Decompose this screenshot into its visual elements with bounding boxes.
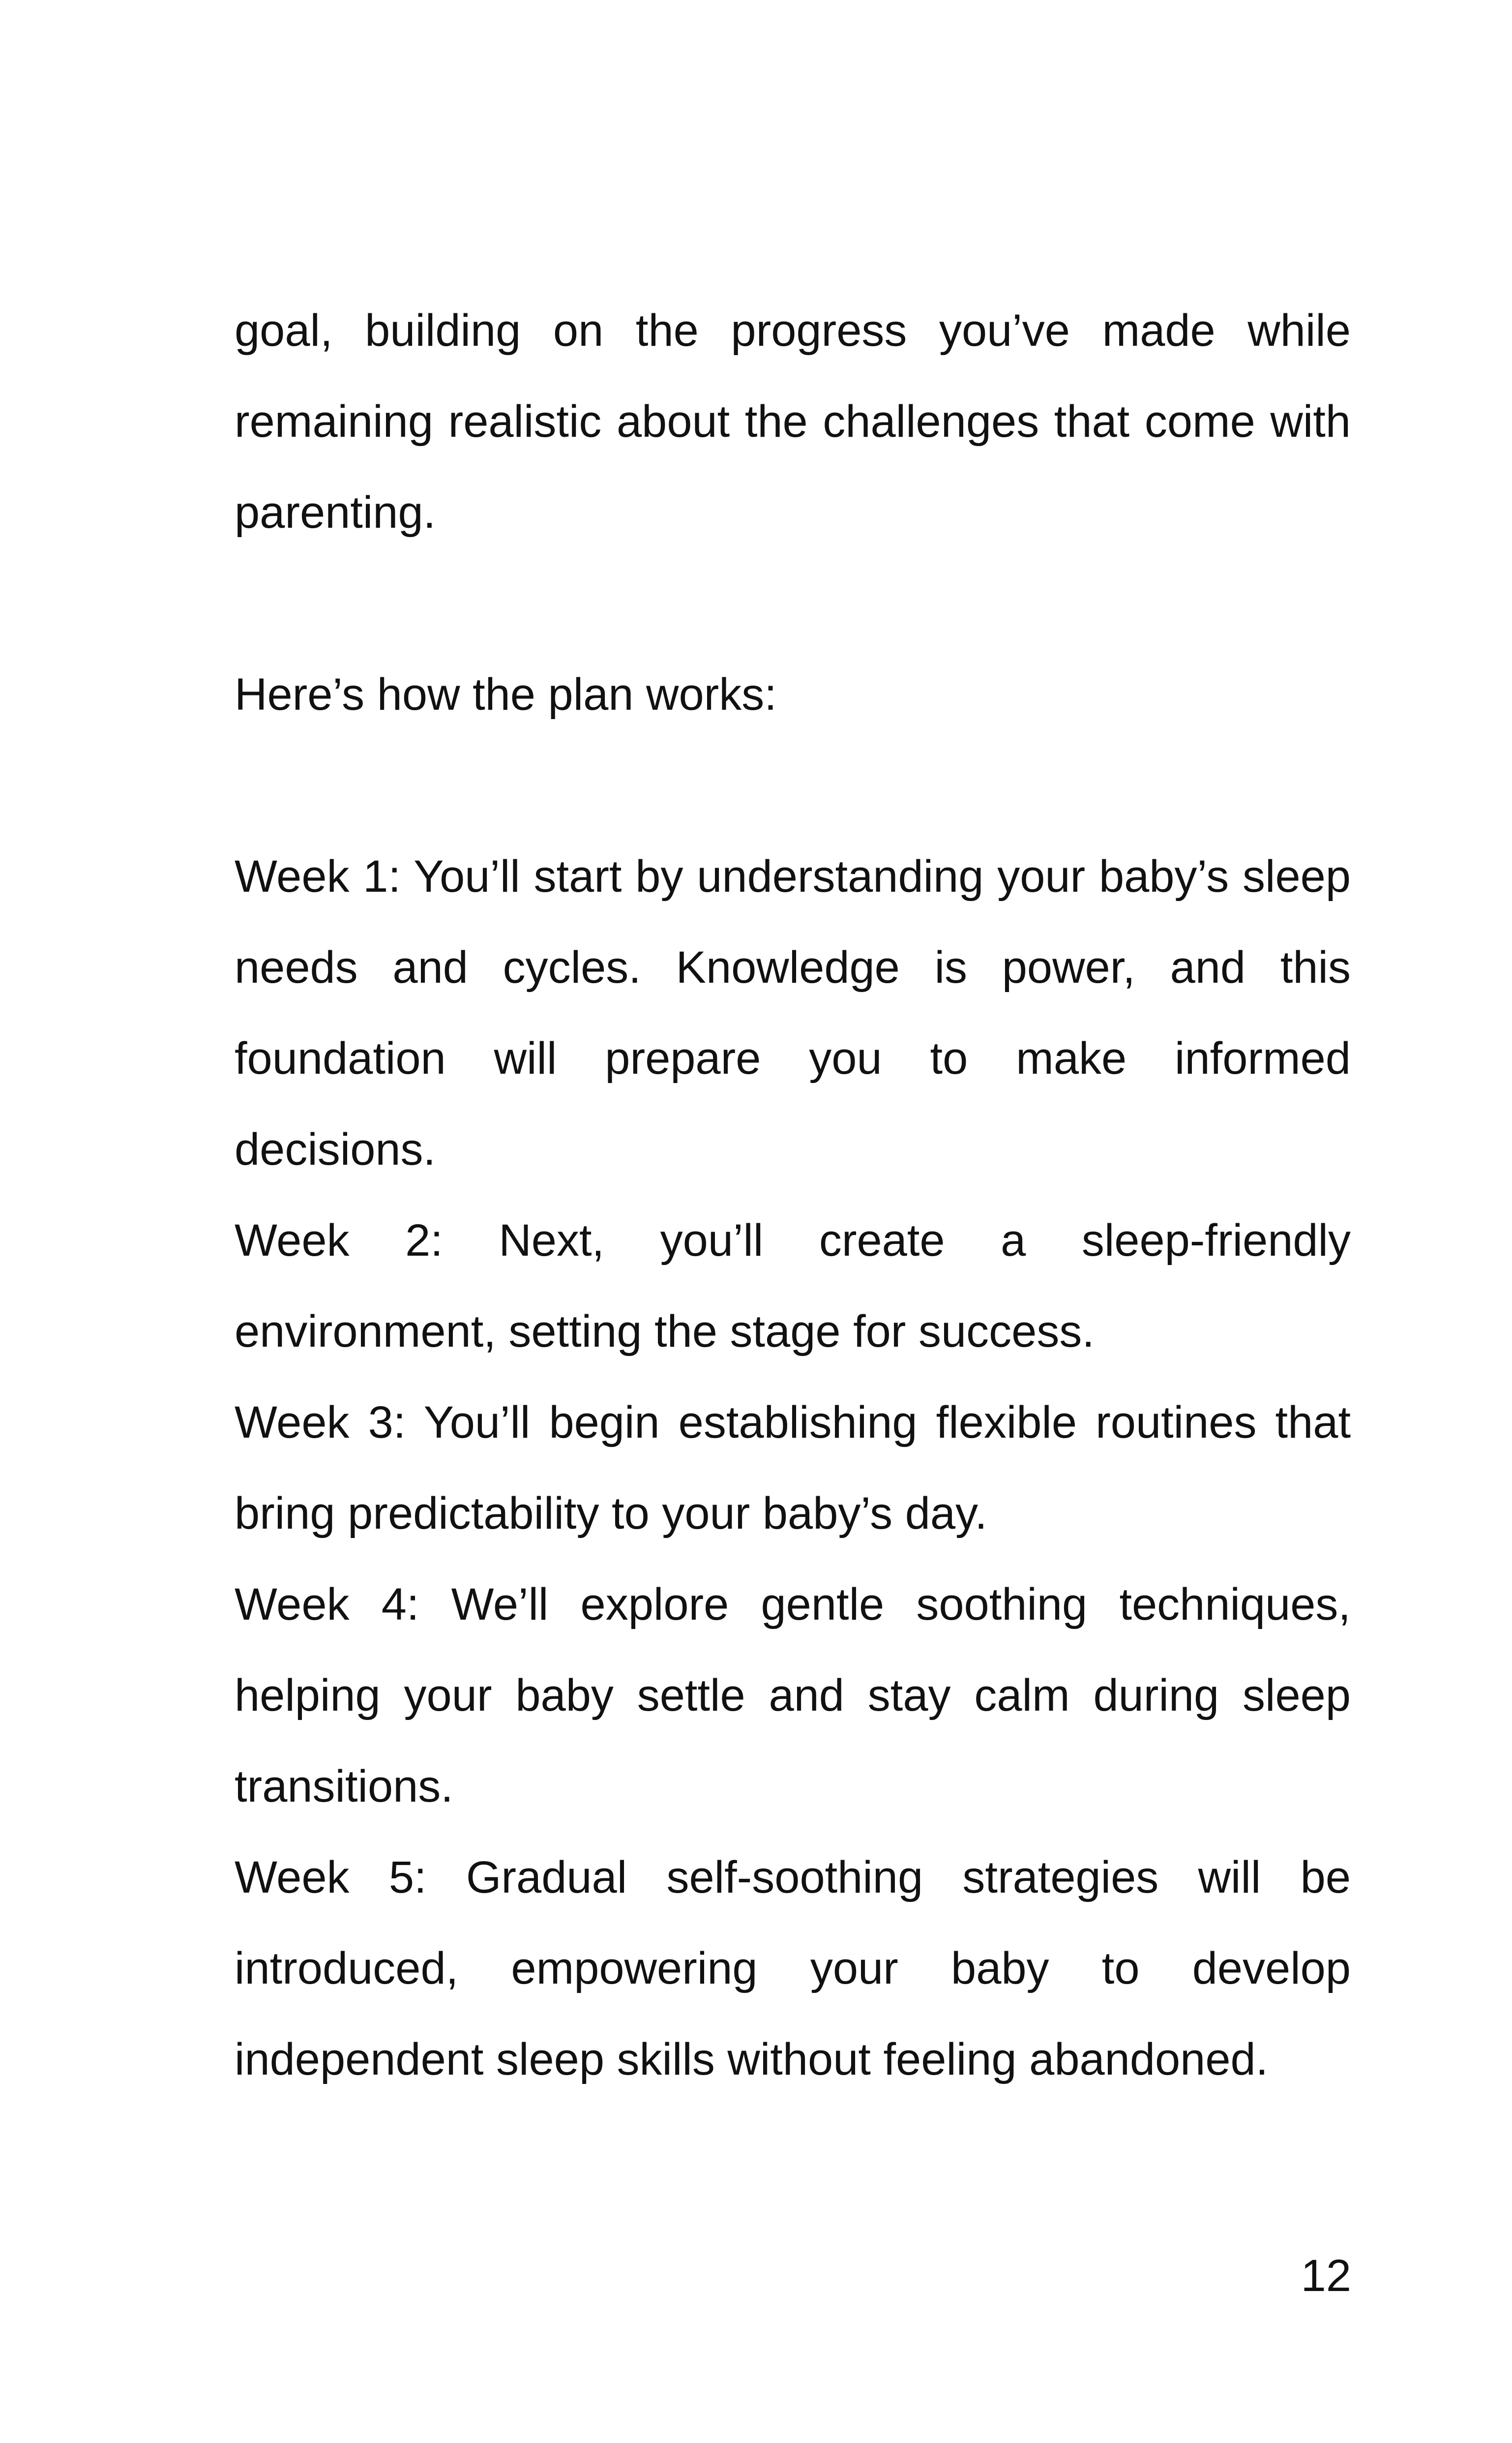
- paragraph-gap: [235, 558, 1351, 649]
- paragraph-week-3: Week 3: You’ll begin establishing flexible routines that bring predictability to your baby’s day.: [235, 1397, 1351, 1538]
- paragraph-gap: [235, 740, 1351, 831]
- page-number: 12: [1301, 2251, 1351, 2301]
- paragraph-week-5: Week 5: Gradual self-soothing strategies will be introduced, empowering your baby to develop independent sleep skills without feeling abandoned.: [235, 1852, 1351, 2084]
- paragraph-intro-continuation: goal, building on the progress you’ve made while remaining realistic about the challenges that come with parenting.: [235, 305, 1351, 538]
- paragraph-week-2: Week 2: Next, you’ll create a sleep-friendly environment, setting the stage for success.: [235, 1215, 1351, 1357]
- paragraph-plan-intro: Here’s how the plan works:: [235, 669, 777, 720]
- paragraph-week-4: Week 4: We’ll explore gentle soothing techniques, helping your baby settle and stay calm during sleep transitions.: [235, 1579, 1351, 1811]
- body-text: [235, 285, 1351, 2105]
- paragraph-week-1: Week 1: You’ll start by understanding your baby’s sleep needs and cycles. Knowledge is power, and this foundation will prepare you to make informed decisions.: [235, 851, 1351, 1175]
